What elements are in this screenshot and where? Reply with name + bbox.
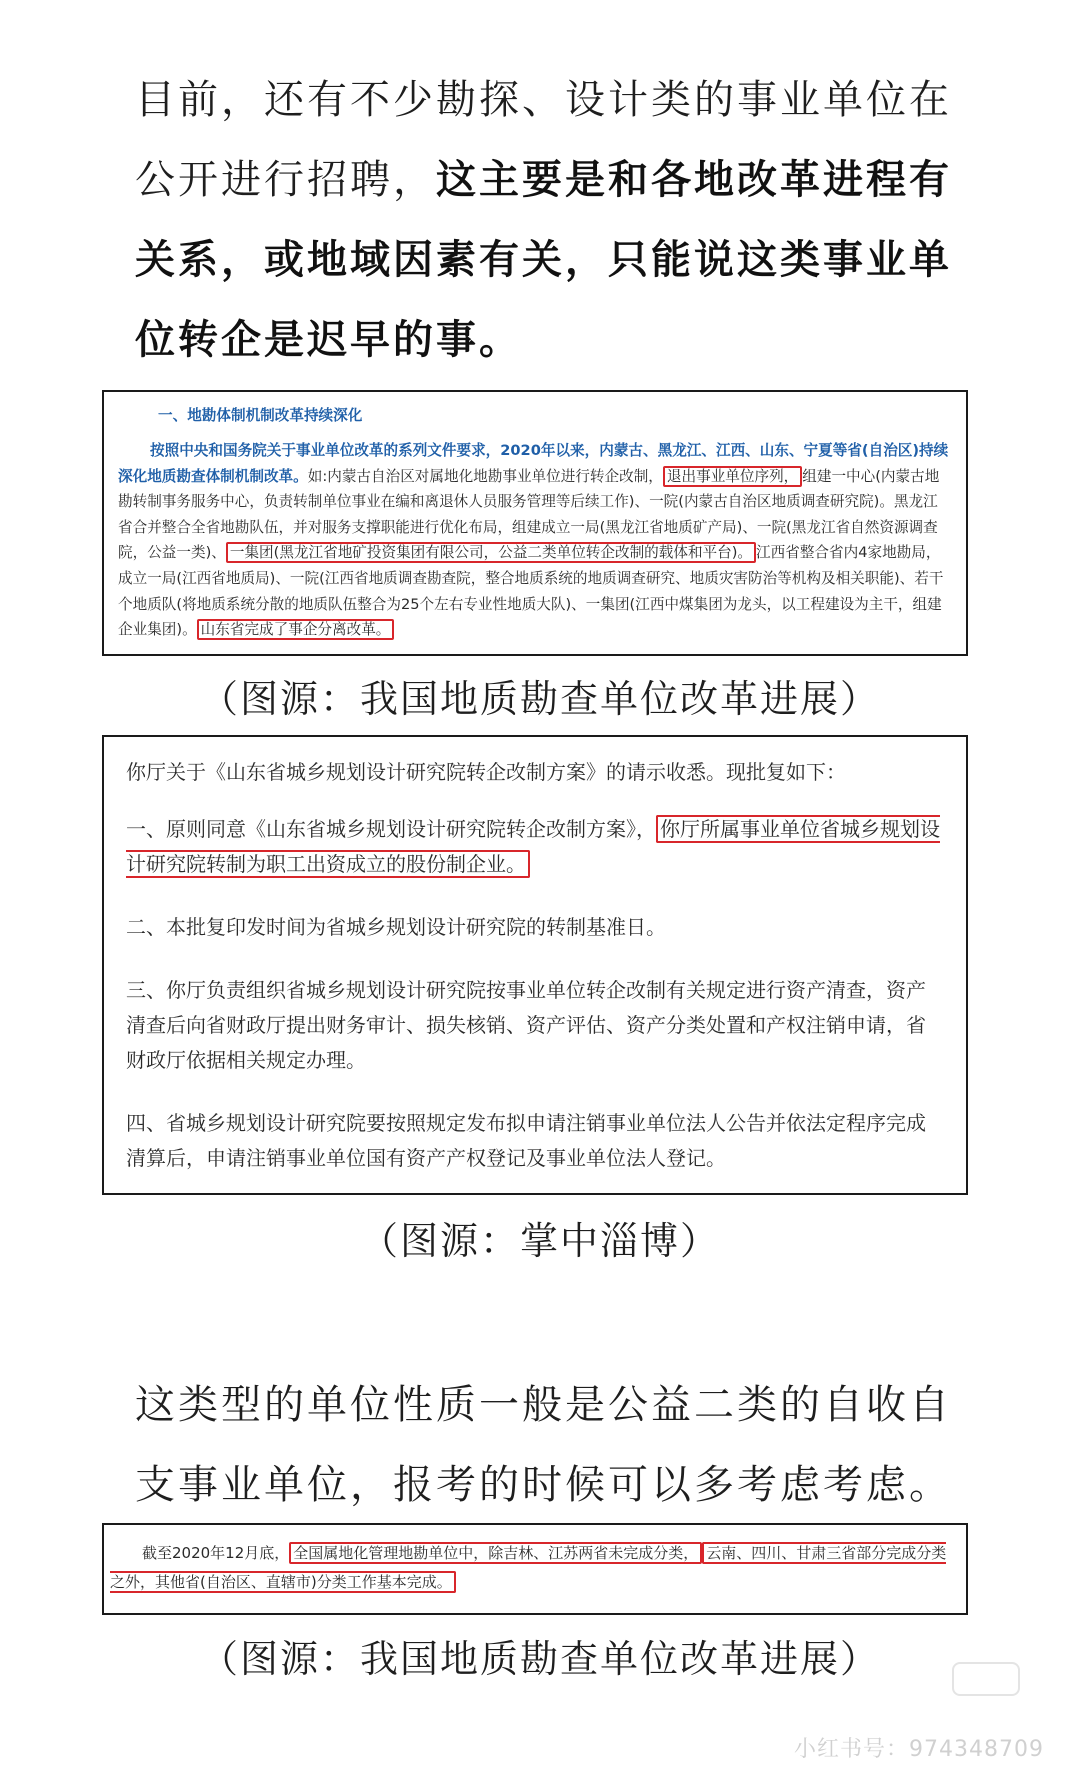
shot2-para-2	[126, 812, 944, 882]
screenshot-geology-reform	[102, 390, 968, 656]
shot2-para-2-text: 一、原则同意《山东省城乡规划设计研究院转企改制方案》，	[126, 817, 656, 841]
shot1-highlight-1: 退出事业单位序列，	[663, 466, 802, 487]
shot2-para-4: 三、你厅负责组织省城乡规划设计研究院按事业单位转企改制有关规定进行资产清查，资产清查后向省财政厅提出财务审计、损失核销、资产评估、资产分类处置和产权注销申请，省财政厅依据相关规定办理。	[126, 978, 926, 1072]
shot2-para-5: 四、省城乡规划设计研究院要按照规定发布拟申请注销事业单位法人公告并依法定程序完成清算后，申请注销事业单位国有资产产权登记及事业单位法人登记。	[126, 1111, 926, 1170]
caption-3: （图源：我国地质勘查单位改革进展）	[199, 1637, 880, 1681]
screenshot-classification-progress	[102, 1523, 968, 1615]
shot1-highlight-2: 一集团(黑龙江省地矿投资集团有限公司，公益二类单位转企改制的载体和平台)。	[226, 542, 756, 563]
caption-1: （图源：我国地质勘查单位改革进展）	[199, 677, 880, 721]
outro-paragraph: 这类型的单位性质一般是公益二类的自收自支事业单位，报考的时候可以多考虑考虑。	[135, 1382, 952, 1508]
shot3-highlight-2: 云南、四川、甘肃三省部分完成分类之外，其他省(自治区、直辖市)分类工作基本完成。	[110, 1544, 947, 1591]
caption-2: （图源：掌中淄博）	[359, 1219, 720, 1263]
watermark-text: 小红书号：974348709	[794, 1737, 1044, 1762]
shot1-text-2: 组建一中心(内蒙古地勘转制事务服务中心，负责转制单位事业在编和离退休人员服务管理等后续工作)、一院(内蒙古自治区地质调查研究院)。黑龙江省合并整合全省地勘队伍，并对服务支撑职能进行优化布局，组建成立一局(黑龙江省地质矿产局)、一院(黑龙江省自然资源调查院，公益一类)、	[118, 467, 940, 562]
shot1-lead: 按照中央和国务院关于事业单位改革的系列文件要求，2020年以来，内蒙古、黑龙江、江西、山东、宁夏等省(自治区)持续深化地质勘查体制机制改革。	[118, 442, 949, 485]
shot3-text: 截至2020年12月底，	[142, 1544, 290, 1562]
shot1-heading: 一、地勘体制机制改革持续深化	[158, 407, 363, 424]
watermark-logo-icon	[952, 1662, 1020, 1696]
shot3-highlight-1: 全国属地化管理地勘单位中，除吉林、江苏两省未完成分类，	[289, 1542, 702, 1564]
shot1-text-3: 江西省整合省内4家地勘局，成立一局(江西省地质局)、一院(江西省地质调查勘查院，整合地质系统的地质调查研究、地质灾害防治等机构及相关职能)、若干个地质队(将地质系统分散的地质队伍整合为25个左右专业性地质大队)、一集团(江西中煤集团为龙头，以工程建设为主干，组建企业集团)。	[118, 544, 944, 639]
shot2-para-3: 二、本批复印发时间为省城乡规划设计研究院的转制基准日。	[126, 915, 666, 939]
intro-paragraph	[135, 60, 955, 380]
shot1-text-1: 如:内蒙古自治区对属地化地勘事业单位进行转企改制，	[307, 467, 663, 485]
intro-text-bold: 这主要是和各地改革进程有关系，或地域因素有关，只能说这类事业单位转企是迟早的事。	[135, 157, 952, 363]
shot2-para-1: 你厅关于《山东省城乡规划设计研究院转企改制方案》的请示收悉。现批复如下：	[126, 760, 846, 784]
shot3-body	[110, 1539, 960, 1597]
intro-text-normal: 目前，还有不少勘探、设计类的事业单位在公开进行招聘，	[135, 77, 952, 203]
shot1-body	[118, 438, 952, 643]
shot1-highlight-3: 山东省完成了事企分离改革。	[197, 619, 395, 640]
shot2-highlight: 你厅所属事业单位省城乡规划设计研究院转制为职工出资成立的股份制企业。	[126, 817, 940, 876]
screenshot-approval-reply	[102, 735, 968, 1195]
